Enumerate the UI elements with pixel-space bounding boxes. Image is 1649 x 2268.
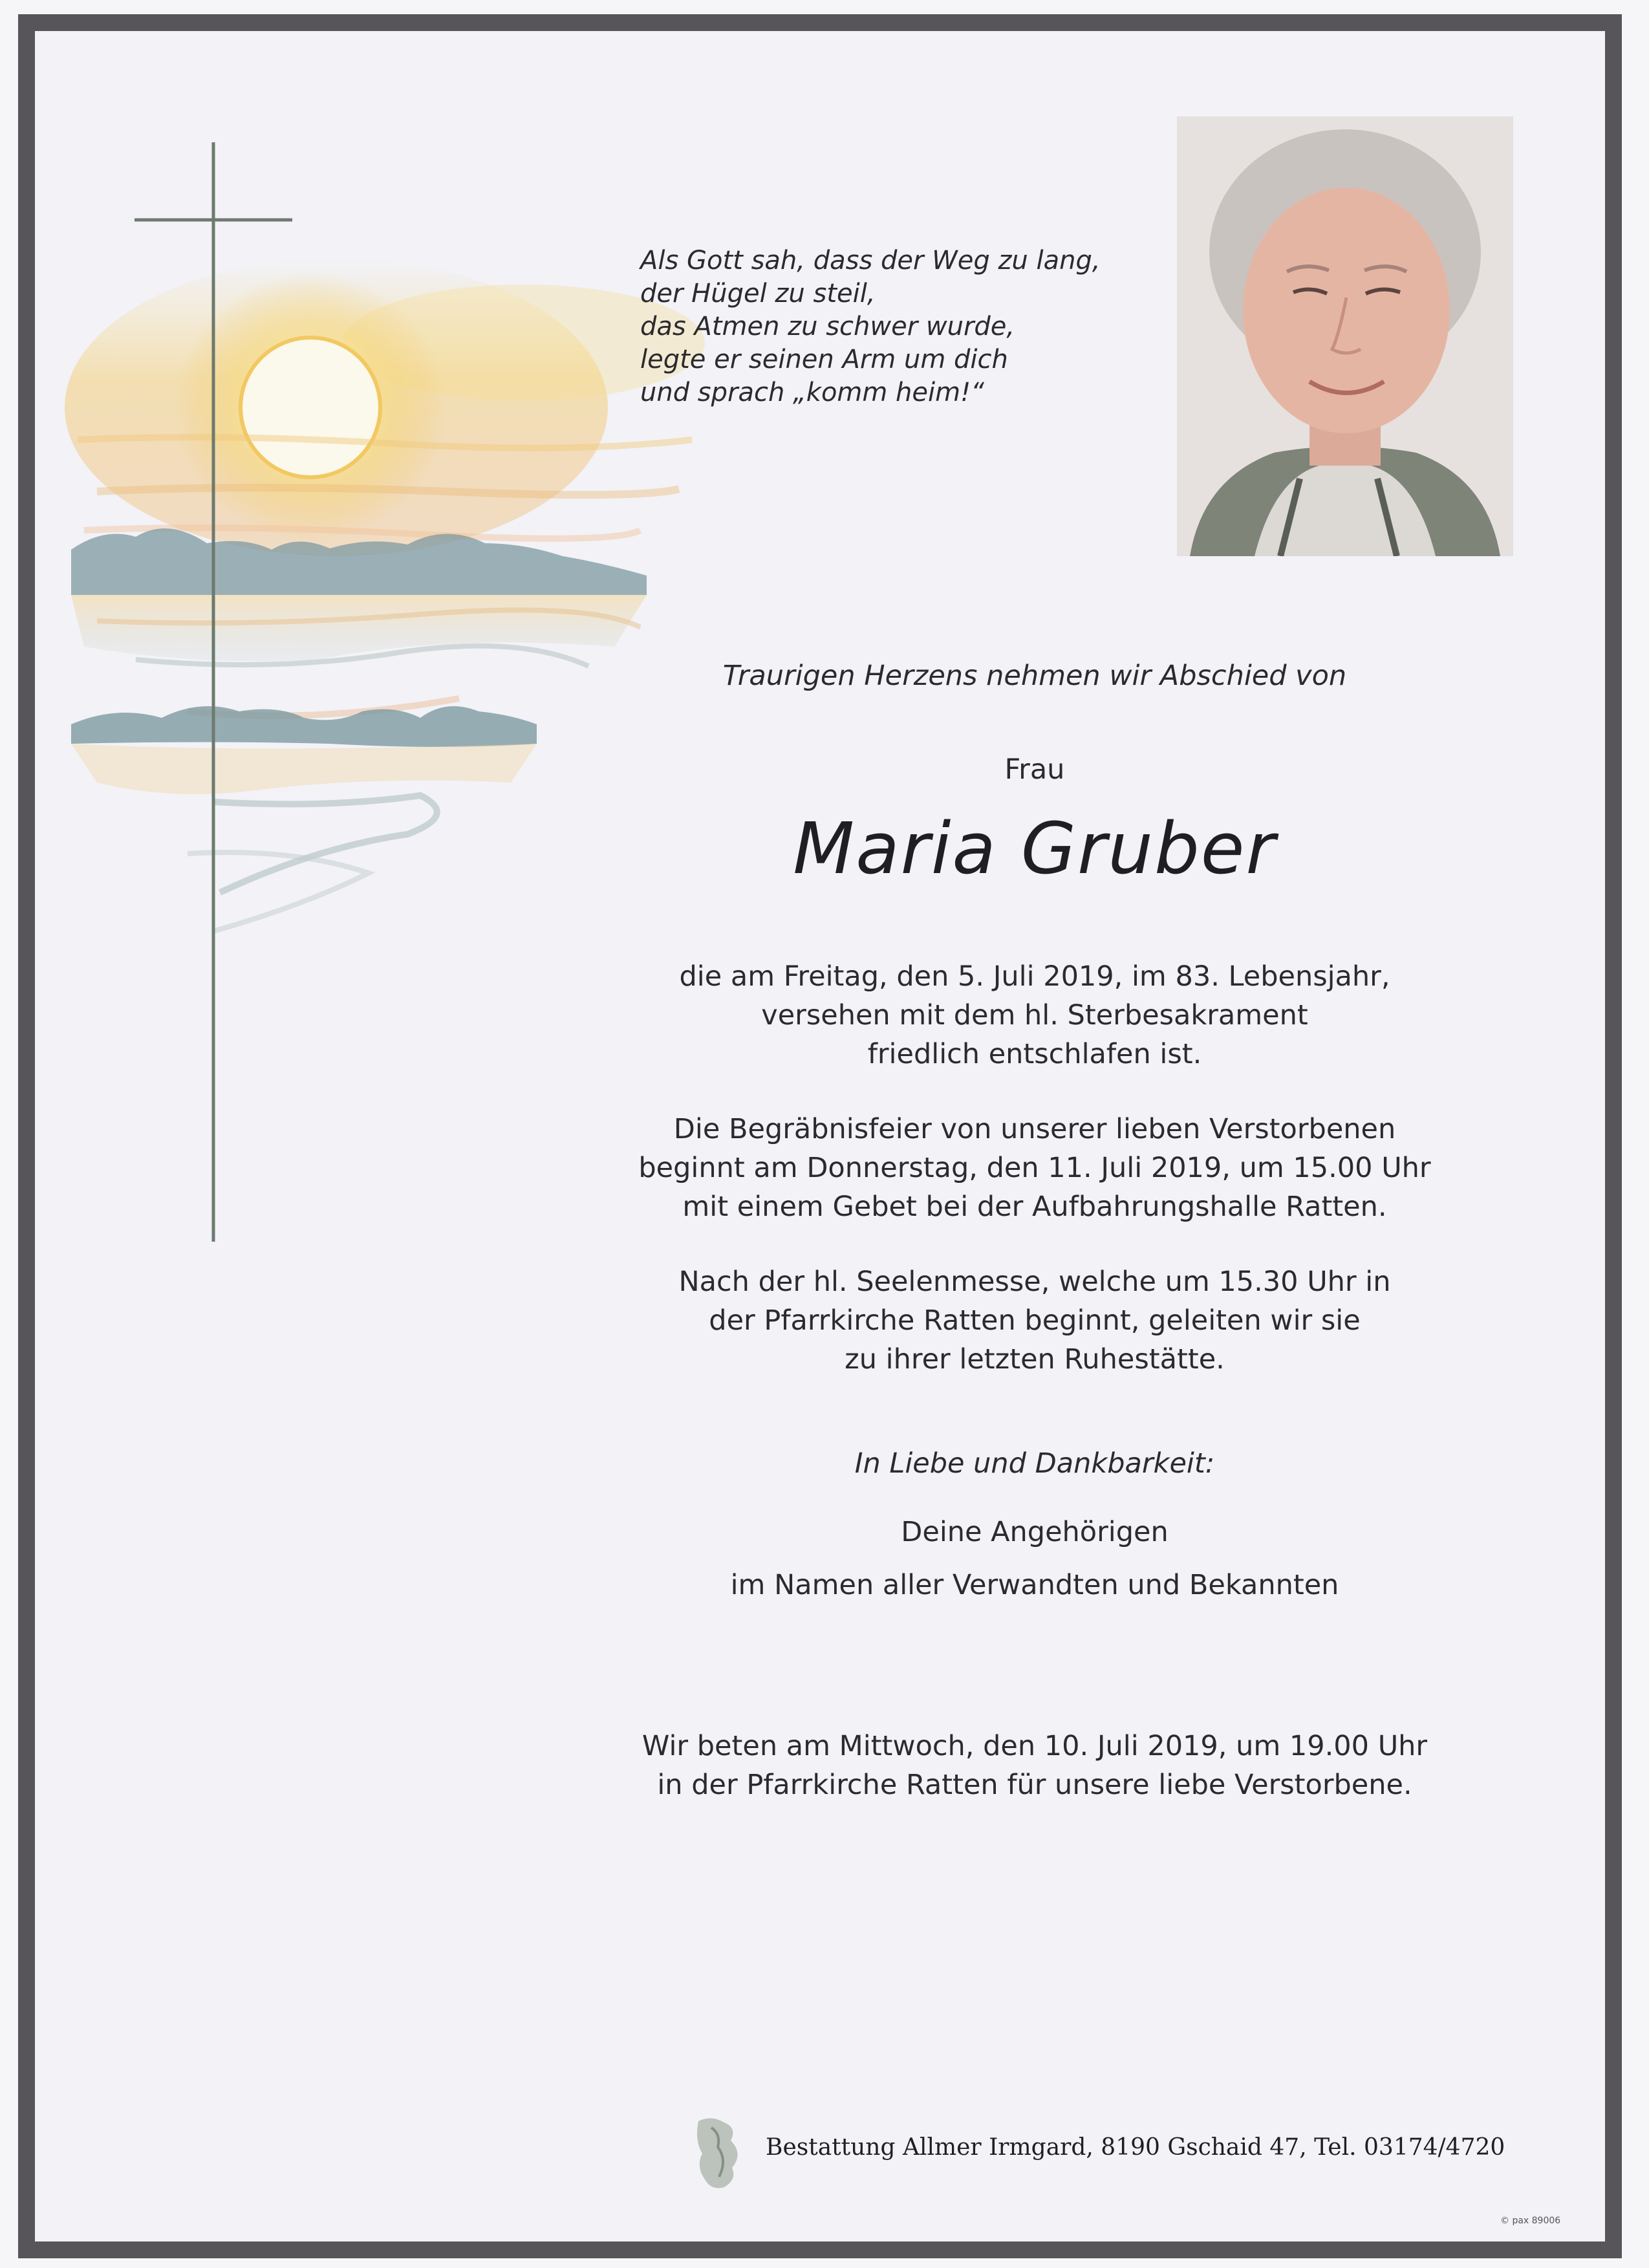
poem-quote — [640, 244, 1196, 409]
signature-relatives: Deine Angehörigen — [901, 1516, 1169, 1548]
paragraph-line: mit einem Gebet bei der Aufbahrungshalle Ratten. — [682, 1191, 1387, 1223]
paragraph-line: friedlich entschlafen ist. — [867, 1038, 1202, 1070]
undertaker-logo-icon — [692, 2115, 750, 2192]
funeral-paragraph — [608, 1110, 1461, 1226]
paragraph-line: versehen mit dem hl. Sterbesakrament — [761, 999, 1308, 1031]
undertaker-footer — [692, 2115, 1505, 2192]
paragraph-line: Wir beten am Mittwoch, den 10. Juli 2019, um 19.00 Uhr — [641, 1730, 1428, 1762]
poem-line: Als Gott sah, dass der Weg zu lang, — [640, 246, 1101, 275]
paragraph-line: in der Pfarrkirche Ratten für unsere liebe Verstorbene. — [657, 1769, 1412, 1801]
gratitude-line: In Liebe und Dankbarkeit: — [854, 1447, 1215, 1480]
sunset-cross-illustration — [58, 129, 731, 1268]
poem-line: das Atmen zu schwer wurde, — [640, 312, 1015, 341]
paragraph-line: Nach der hl. Seelenmesse, welche um 15.30 Uhr in — [678, 1266, 1391, 1298]
death-paragraph — [608, 957, 1461, 1074]
poem-line: der Hügel zu steil, — [640, 279, 876, 308]
paragraph-line: beginnt am Donnerstag, den 11. Juli 2019, um 15.00 Uhr — [638, 1152, 1431, 1184]
paragraph-line: der Pfarrkirche Ratten beginnt, geleiten wir sie — [709, 1304, 1361, 1337]
honorific: Frau — [1004, 753, 1065, 786]
copyright-mark: © pax 89006 — [1500, 2216, 1561, 2226]
paragraph-line: Die Begräbnisfeier von unserer lieben Verstorbenen — [673, 1113, 1396, 1145]
prayer-paragraph — [608, 1727, 1461, 1804]
mass-paragraph — [608, 1262, 1461, 1379]
poem-line: und sprach „komm heim!“ — [640, 378, 984, 407]
undertaker-address: Bestattung Allmer Irmgard, 8190 Gschaid 47, Tel. 03174/4720 — [766, 2133, 1505, 2161]
sun — [241, 338, 380, 477]
signature-all-relatives: im Namen aller Verwandten und Bekannten — [730, 1569, 1339, 1601]
poem-line: legte er seinen Arm um dich — [640, 345, 1008, 374]
portrait-photo — [1177, 116, 1513, 556]
portrait-drawing — [1177, 116, 1513, 556]
deceased-name: Maria Gruber — [793, 807, 1277, 890]
paragraph-line: zu ihrer letzten Ruhestätte. — [845, 1343, 1225, 1376]
farewell-line: Traurigen Herzens nehmen wir Abschied von — [722, 660, 1347, 692]
paragraph-line: die am Freitag, den 5. Juli 2019, im 83. Lebensjahr, — [679, 960, 1390, 993]
